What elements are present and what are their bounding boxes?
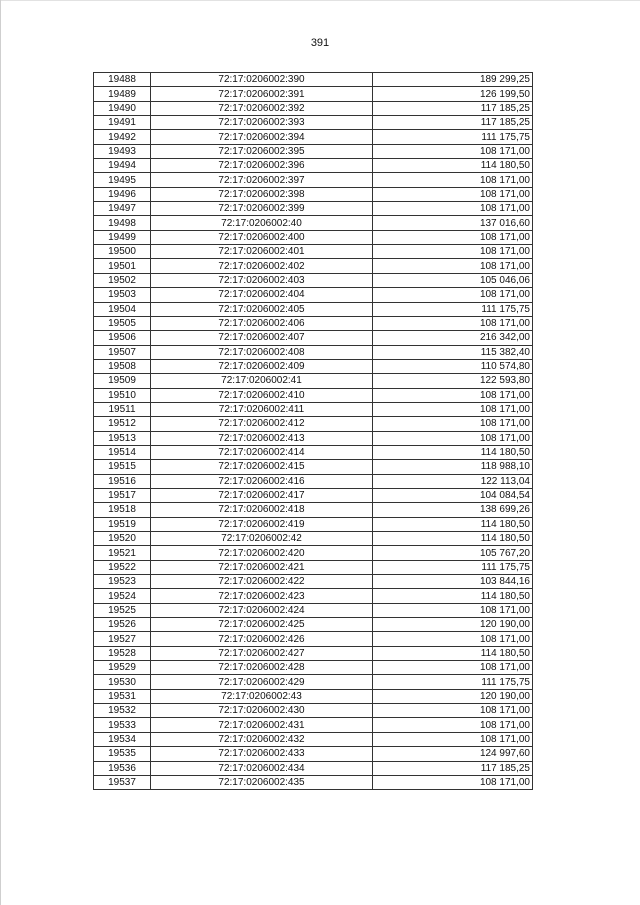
row-number-cell: 19531 — [94, 689, 151, 703]
table-row — [94, 187, 533, 201]
cadastral-number-cell: 72:17:0206002:424 — [151, 603, 373, 617]
row-number-cell: 19509 — [94, 374, 151, 388]
row-number-cell: 19501 — [94, 259, 151, 273]
table-row — [94, 173, 533, 187]
table-row — [94, 689, 533, 703]
row-number-cell: 19511 — [94, 402, 151, 416]
value-cell: 138 699,26 — [373, 503, 533, 517]
row-number-cell: 19525 — [94, 603, 151, 617]
cadastral-number-cell: 72:17:0206002:404 — [151, 288, 373, 302]
value-cell: 120 190,00 — [373, 689, 533, 703]
table-row — [94, 445, 533, 459]
scan-edge-top — [0, 0, 640, 1]
value-cell: 216 342,00 — [373, 331, 533, 345]
cadastral-number-cell: 72:17:0206002:410 — [151, 388, 373, 402]
table-row — [94, 503, 533, 517]
table-row — [94, 575, 533, 589]
value-cell: 117 185,25 — [373, 116, 533, 130]
table-row — [94, 718, 533, 732]
table-row — [94, 431, 533, 445]
row-number-cell: 19503 — [94, 288, 151, 302]
table-row — [94, 101, 533, 115]
table-row — [94, 288, 533, 302]
value-cell: 111 175,75 — [373, 302, 533, 316]
table-row — [94, 675, 533, 689]
row-number-cell: 19515 — [94, 460, 151, 474]
cadastral-number-cell: 72:17:0206002:393 — [151, 116, 373, 130]
value-cell: 108 171,00 — [373, 388, 533, 402]
cadastral-number-cell: 72:17:0206002:423 — [151, 589, 373, 603]
value-cell: 108 171,00 — [373, 775, 533, 789]
cadastral-number-cell: 72:17:0206002:40 — [151, 216, 373, 230]
row-number-cell: 19537 — [94, 775, 151, 789]
value-cell: 114 180,50 — [373, 445, 533, 459]
cadastral-number-cell: 72:17:0206002:399 — [151, 202, 373, 216]
row-number-cell: 19513 — [94, 431, 151, 445]
cadastral-number-cell: 72:17:0206002:390 — [151, 73, 373, 87]
table-row — [94, 517, 533, 531]
value-cell: 189 299,25 — [373, 73, 533, 87]
value-cell: 115 382,40 — [373, 345, 533, 359]
row-number-cell: 19505 — [94, 316, 151, 330]
row-number-cell: 19499 — [94, 230, 151, 244]
value-cell: 103 844,16 — [373, 575, 533, 589]
value-cell: 108 171,00 — [373, 704, 533, 718]
value-cell: 108 171,00 — [373, 417, 533, 431]
row-number-cell: 19504 — [94, 302, 151, 316]
table-row — [94, 704, 533, 718]
row-number-cell: 19507 — [94, 345, 151, 359]
table-row — [94, 359, 533, 373]
row-number-cell: 19494 — [94, 159, 151, 173]
row-number-cell: 19527 — [94, 632, 151, 646]
table-row — [94, 460, 533, 474]
value-cell: 117 185,25 — [373, 761, 533, 775]
table-row — [94, 331, 533, 345]
table-row — [94, 402, 533, 416]
value-cell: 126 199,50 — [373, 87, 533, 101]
cadastral-number-cell: 72:17:0206002:42 — [151, 532, 373, 546]
table-row — [94, 144, 533, 158]
table-row — [94, 661, 533, 675]
row-number-cell: 19510 — [94, 388, 151, 402]
value-cell: 114 180,50 — [373, 532, 533, 546]
row-number-cell: 19517 — [94, 488, 151, 502]
cadastral-number-cell: 72:17:0206002:422 — [151, 575, 373, 589]
value-cell: 108 171,00 — [373, 718, 533, 732]
row-number-cell: 19491 — [94, 116, 151, 130]
cadastral-number-cell: 72:17:0206002:427 — [151, 646, 373, 660]
table-row — [94, 259, 533, 273]
row-number-cell: 19520 — [94, 532, 151, 546]
cadastral-number-cell: 72:17:0206002:41 — [151, 374, 373, 388]
value-cell: 108 171,00 — [373, 431, 533, 445]
table-row — [94, 130, 533, 144]
row-number-cell: 19533 — [94, 718, 151, 732]
row-number-cell: 19514 — [94, 445, 151, 459]
cadastral-number-cell: 72:17:0206002:43 — [151, 689, 373, 703]
table-row — [94, 374, 533, 388]
row-number-cell: 19496 — [94, 187, 151, 201]
cadastral-number-cell: 72:17:0206002:392 — [151, 101, 373, 115]
cadastral-number-cell: 72:17:0206002:405 — [151, 302, 373, 316]
row-number-cell: 19488 — [94, 73, 151, 87]
row-number-cell: 19530 — [94, 675, 151, 689]
row-number-cell: 19506 — [94, 331, 151, 345]
table-row — [94, 532, 533, 546]
value-cell: 108 171,00 — [373, 230, 533, 244]
value-cell: 114 180,50 — [373, 159, 533, 173]
table-row — [94, 589, 533, 603]
value-cell: 108 171,00 — [373, 187, 533, 201]
table-row — [94, 302, 533, 316]
row-number-cell: 19519 — [94, 517, 151, 531]
table-row — [94, 230, 533, 244]
cadastral-number-cell: 72:17:0206002:409 — [151, 359, 373, 373]
cadastral-number-cell: 72:17:0206002:402 — [151, 259, 373, 273]
value-cell: 114 180,50 — [373, 646, 533, 660]
row-number-cell: 19532 — [94, 704, 151, 718]
cadastral-number-cell: 72:17:0206002:394 — [151, 130, 373, 144]
value-cell: 108 171,00 — [373, 259, 533, 273]
value-cell: 124 997,60 — [373, 747, 533, 761]
value-cell: 108 171,00 — [373, 144, 533, 158]
table-row — [94, 202, 533, 216]
row-number-cell: 19497 — [94, 202, 151, 216]
value-cell: 114 180,50 — [373, 517, 533, 531]
table-row — [94, 618, 533, 632]
table-row — [94, 474, 533, 488]
value-cell: 108 171,00 — [373, 173, 533, 187]
value-cell: 104 084,54 — [373, 488, 533, 502]
table-row — [94, 116, 533, 130]
row-number-cell: 19502 — [94, 273, 151, 287]
cadastral-number-cell: 72:17:0206002:421 — [151, 560, 373, 574]
row-number-cell: 19535 — [94, 747, 151, 761]
table-row — [94, 775, 533, 789]
row-number-cell: 19536 — [94, 761, 151, 775]
table-row — [94, 732, 533, 746]
row-number-cell: 19508 — [94, 359, 151, 373]
value-cell: 108 171,00 — [373, 202, 533, 216]
value-cell: 108 171,00 — [373, 603, 533, 617]
cadastral-number-cell: 72:17:0206002:420 — [151, 546, 373, 560]
cadastral-number-cell: 72:17:0206002:429 — [151, 675, 373, 689]
page-number: 391 — [310, 37, 330, 49]
table-row — [94, 747, 533, 761]
table-row — [94, 560, 533, 574]
row-number-cell: 19493 — [94, 144, 151, 158]
cadastral-number-cell: 72:17:0206002:397 — [151, 173, 373, 187]
cadastral-number-cell: 72:17:0206002:426 — [151, 632, 373, 646]
cadastral-number-cell: 72:17:0206002:434 — [151, 761, 373, 775]
value-cell: 122 593,80 — [373, 374, 533, 388]
table-row — [94, 388, 533, 402]
value-cell: 105 767,20 — [373, 546, 533, 560]
row-number-cell: 19534 — [94, 732, 151, 746]
table-row — [94, 159, 533, 173]
cadastral-number-cell: 72:17:0206002:432 — [151, 732, 373, 746]
table-row — [94, 632, 533, 646]
value-cell: 108 171,00 — [373, 245, 533, 259]
cadastral-number-cell: 72:17:0206002:411 — [151, 402, 373, 416]
table-row — [94, 216, 533, 230]
table-row — [94, 417, 533, 431]
cadastral-number-cell: 72:17:0206002:416 — [151, 474, 373, 488]
value-cell: 108 171,00 — [373, 402, 533, 416]
value-cell: 117 185,25 — [373, 101, 533, 115]
row-number-cell: 19528 — [94, 646, 151, 660]
row-number-cell: 19512 — [94, 417, 151, 431]
cadastral-number-cell: 72:17:0206002:428 — [151, 661, 373, 675]
cadastral-number-cell: 72:17:0206002:403 — [151, 273, 373, 287]
value-cell: 111 175,75 — [373, 130, 533, 144]
value-cell: 108 171,00 — [373, 288, 533, 302]
cadastral-number-cell: 72:17:0206002:431 — [151, 718, 373, 732]
registry-table — [93, 72, 533, 790]
cadastral-number-cell: 72:17:0206002:435 — [151, 775, 373, 789]
value-cell: 108 171,00 — [373, 661, 533, 675]
row-number-cell: 19526 — [94, 618, 151, 632]
cadastral-number-cell: 72:17:0206002:412 — [151, 417, 373, 431]
table-row — [94, 546, 533, 560]
row-number-cell: 19489 — [94, 87, 151, 101]
cadastral-number-cell: 72:17:0206002:419 — [151, 517, 373, 531]
cadastral-number-cell: 72:17:0206002:408 — [151, 345, 373, 359]
value-cell: 108 171,00 — [373, 316, 533, 330]
registry-table-body — [94, 73, 533, 790]
value-cell: 111 175,75 — [373, 560, 533, 574]
cadastral-number-cell: 72:17:0206002:414 — [151, 445, 373, 459]
table-row — [94, 603, 533, 617]
cadastral-number-cell: 72:17:0206002:396 — [151, 159, 373, 173]
row-number-cell: 19522 — [94, 560, 151, 574]
table-row — [94, 646, 533, 660]
cadastral-number-cell: 72:17:0206002:430 — [151, 704, 373, 718]
value-cell: 120 190,00 — [373, 618, 533, 632]
cadastral-number-cell: 72:17:0206002:413 — [151, 431, 373, 445]
scan-edge-left — [0, 0, 1, 905]
cadastral-number-cell: 72:17:0206002:395 — [151, 144, 373, 158]
value-cell: 122 113,04 — [373, 474, 533, 488]
cadastral-number-cell: 72:17:0206002:391 — [151, 87, 373, 101]
table-row — [94, 273, 533, 287]
cadastral-number-cell: 72:17:0206002:433 — [151, 747, 373, 761]
cadastral-number-cell: 72:17:0206002:407 — [151, 331, 373, 345]
row-number-cell: 19495 — [94, 173, 151, 187]
cadastral-number-cell: 72:17:0206002:417 — [151, 488, 373, 502]
table-row — [94, 345, 533, 359]
row-number-cell: 19523 — [94, 575, 151, 589]
table-row — [94, 73, 533, 87]
table-row — [94, 316, 533, 330]
value-cell: 137 016,60 — [373, 216, 533, 230]
cadastral-number-cell: 72:17:0206002:401 — [151, 245, 373, 259]
cadastral-number-cell: 72:17:0206002:415 — [151, 460, 373, 474]
row-number-cell: 19518 — [94, 503, 151, 517]
cadastral-number-cell: 72:17:0206002:398 — [151, 187, 373, 201]
table-row — [94, 761, 533, 775]
row-number-cell: 19490 — [94, 101, 151, 115]
row-number-cell: 19516 — [94, 474, 151, 488]
row-number-cell: 19524 — [94, 589, 151, 603]
table-row — [94, 245, 533, 259]
row-number-cell: 19521 — [94, 546, 151, 560]
table-row — [94, 87, 533, 101]
cadastral-number-cell: 72:17:0206002:400 — [151, 230, 373, 244]
cadastral-number-cell: 72:17:0206002:418 — [151, 503, 373, 517]
table-row — [94, 488, 533, 502]
cadastral-number-cell: 72:17:0206002:406 — [151, 316, 373, 330]
row-number-cell: 19500 — [94, 245, 151, 259]
value-cell: 118 988,10 — [373, 460, 533, 474]
value-cell: 114 180,50 — [373, 589, 533, 603]
value-cell: 108 171,00 — [373, 632, 533, 646]
cadastral-number-cell: 72:17:0206002:425 — [151, 618, 373, 632]
row-number-cell: 19529 — [94, 661, 151, 675]
value-cell: 111 175,75 — [373, 675, 533, 689]
value-cell: 108 171,00 — [373, 732, 533, 746]
value-cell: 105 046,06 — [373, 273, 533, 287]
row-number-cell: 19498 — [94, 216, 151, 230]
value-cell: 110 574,80 — [373, 359, 533, 373]
row-number-cell: 19492 — [94, 130, 151, 144]
